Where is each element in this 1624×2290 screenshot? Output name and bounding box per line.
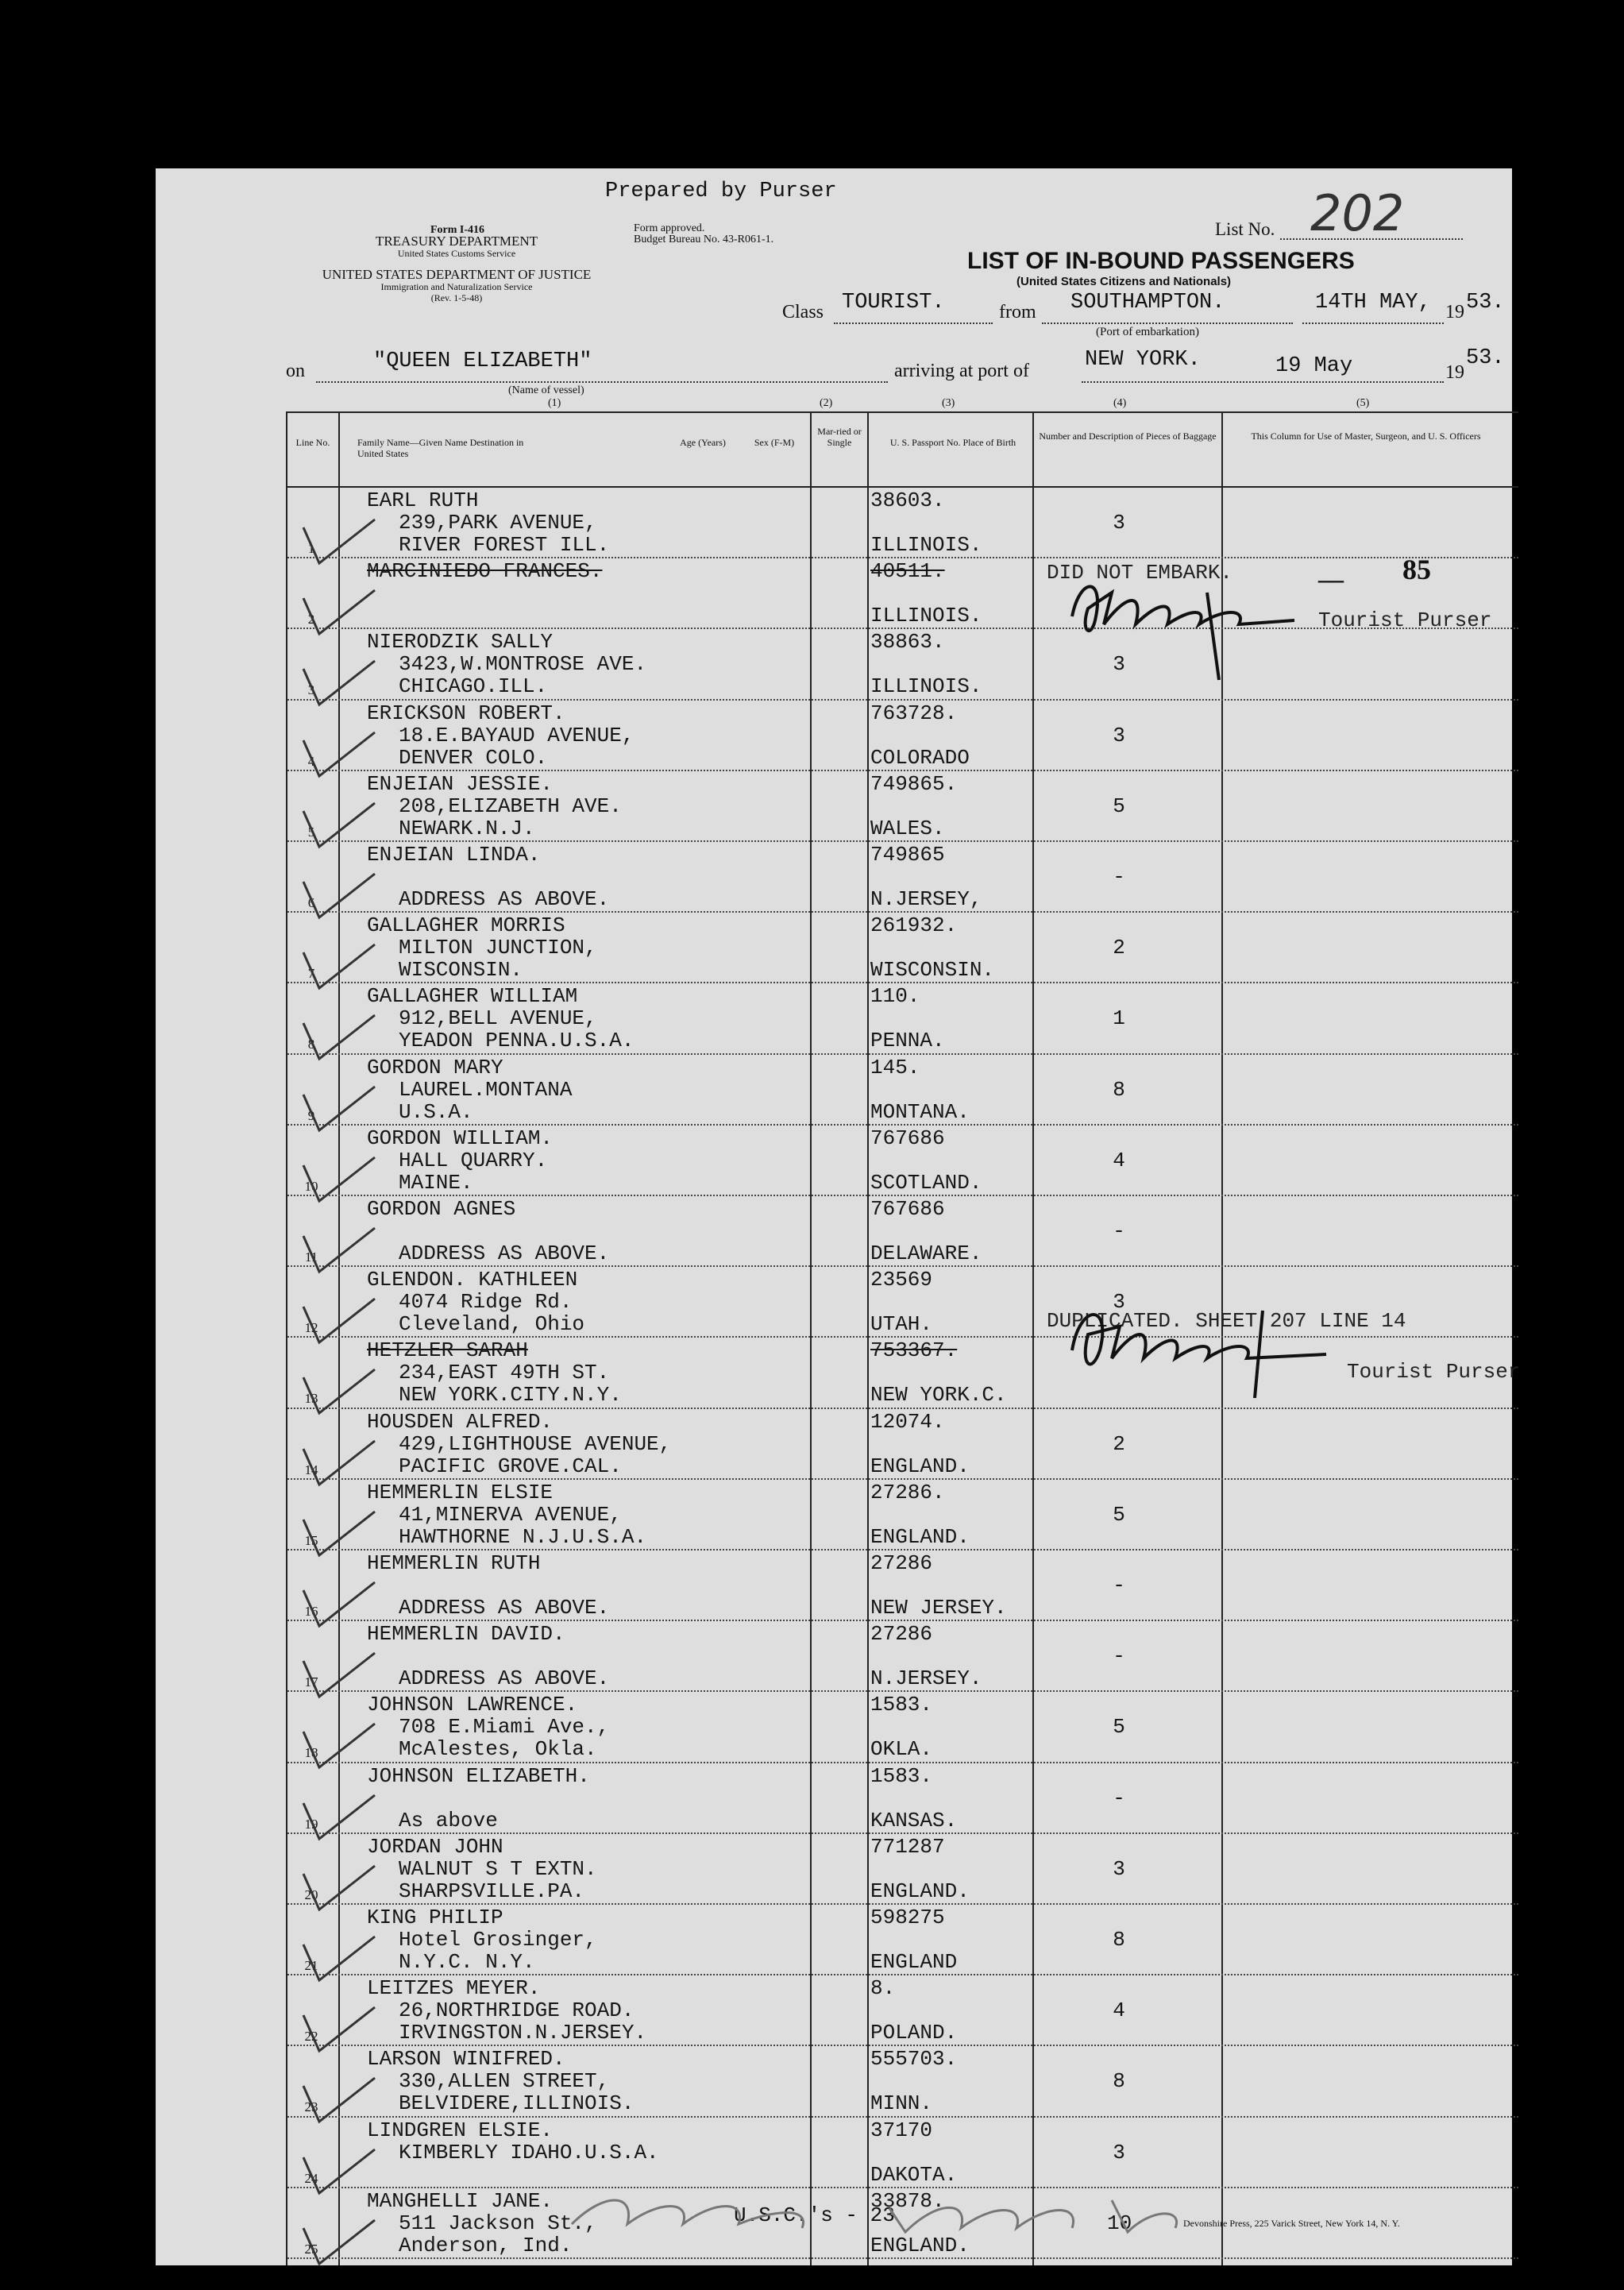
row-birthplace: WISCONSIN. [870,958,995,983]
row-divider [287,1549,1518,1550]
row-line-number: 12 [304,1320,318,1336]
row-line-number: 1 [307,541,315,556]
row-address-line-2: MAINE. [399,1170,473,1195]
row-divider [287,1053,1518,1055]
year-prefix: 19 [1445,302,1464,322]
row-baggage: - [1113,1219,1125,1243]
table-left-border [286,411,287,2265]
dash-note: __ [1318,556,1344,585]
row-divider [287,2045,1518,2046]
tourist-purser-note-1: Tourist Purser [1318,608,1492,632]
usc-count: U.S.C.'s - 23 [734,2203,895,2227]
ins-label: Immigration and Naturalization Service [380,281,533,292]
row-name: GLENDON. KATHLEEN [367,1268,578,1292]
arrival-year-prefix: 19 [1445,362,1464,383]
row-name: JOHNSON LAWRENCE. [367,1693,578,1717]
departure-date: 14TH MAY, [1315,291,1431,315]
row-address-line-1: 234,EAST 49TH ST. [399,1361,610,1385]
row-divider [287,770,1518,771]
row-passport: 27286 [870,1551,933,1575]
row-baggage: 5 [1113,1715,1125,1740]
row-address-line-1: MILTON JUNCTION, [399,936,597,960]
row-line-number: 5 [307,824,315,840]
row-passport: 261932. [870,913,958,938]
on-label: on [286,361,305,381]
row-address-line-1: 708 E.Miami Ave., [399,1715,610,1740]
row-birthplace: ILLINOIS. [870,533,982,557]
row-divider [287,1974,1518,1975]
row-name: HETZLER SARAH [367,1338,528,1363]
footer-signature [556,2176,1271,2248]
row-name: LINDGREN ELSIE. [367,2118,554,2142]
row-birthplace: N.JERSEY. [870,1666,982,1691]
row-address-line-2: NEWARK.N.J. [399,816,535,840]
row-baggage: 8 [1113,1928,1125,1952]
row-address-line-1: 912,BELL AVENUE, [399,1006,597,1031]
check-mark-icon [295,2204,383,2276]
row-address-line-2: Cleveland, Ohio [399,1312,585,1337]
row-line-number: 19 [304,1816,318,1832]
printer-imprint: Devonshire Press, 225 Varick Street, New York 14, N. Y. [1183,2218,1400,2229]
row-birthplace: NEW JERSEY. [870,1596,1007,1620]
col-header-officers: This Column for Use of Master, Surgeon, and U. S. Officers [1251,431,1481,442]
form-title: LIST OF IN-BOUND PASSENGERS [967,248,1355,274]
row-address-line-2: IRVINGSTON.N.JERSEY. [399,2021,647,2045]
row-birthplace: ENGLAND. [870,2233,970,2257]
row-address-line-1: 330,ALLEN STREET, [399,2069,610,2094]
row-baggage: 3 [1113,1290,1125,1315]
row-name: KING PHILIP [367,1906,503,1929]
row-birthplace: OKLA. [870,1737,933,1762]
row-baggage: 4 [1113,1998,1125,2023]
col-number-5: (5) [1356,397,1370,409]
row-passport: 110. [870,984,920,1009]
row-address-line-1: WALNUT S T EXTN. [399,1856,597,1881]
row-divider [287,1265,1518,1267]
row-name: HOUSDEN ALFRED. [367,1409,554,1434]
prepared-by: Prepared by Purser [605,180,837,203]
row-address-line-2: Anderson, Ind. [399,2233,573,2257]
col-header-married: Mar-ried or Single [817,426,862,448]
row-passport: 23569 [870,1268,933,1292]
year-value: 53. [1466,291,1505,315]
row-divider [287,1690,1518,1692]
row-line-number: 7 [307,966,315,982]
row-address-line-1: 41,MINERVA AVENUE, [399,1502,622,1527]
row-address-line-1: HALL QUARRY. [399,1148,548,1172]
row-name: MARCINIEDO FRANCES. [367,559,603,584]
row-birthplace: MONTANA. [870,1099,970,1124]
row-name: HEMMERLIN ELSIE [367,1480,554,1504]
row-passport: 38603. [870,489,945,512]
row-line-number: 17 [304,1674,318,1690]
row-passport: 12074. [870,1409,945,1434]
row-birthplace: ILLINOIS. [870,674,982,699]
row-name: HEMMERLIN DAVID. [367,1622,565,1647]
purser-signature-2 [1056,1279,1342,1406]
row-address-line-1: 511 Jackson St., [399,2211,597,2235]
row-birthplace: NEW YORK.C. [870,1383,1007,1408]
row-line-number: 10 [304,1178,318,1194]
row-address-line-1: LAUREL.MONTANA [399,1077,573,1102]
row-baggage: 8 [1113,1077,1125,1102]
row-divider [287,1408,1518,1409]
purser-signature-1 [1056,545,1310,688]
row-name: LARSON WINIFRED. [367,2047,565,2072]
row-line-number: 15 [304,1532,318,1548]
row-name: GALLAGHER MORRIS [367,913,565,938]
row-line-number: 20 [304,1886,318,1902]
row-address-line-2: YEADON PENNA.U.S.A. [399,1029,635,1053]
row-address-line-1: 26,NORTHRIDGE ROAD. [399,1998,635,2023]
row-line-number: 8 [307,1037,315,1052]
list-no-value: 202 [1310,184,1405,242]
row-passport: 767686 [870,1126,945,1150]
row-name: GORDON MARY [367,1055,503,1079]
row-baggage: 1 [1113,1006,1125,1031]
row-address-line-2: ADDRESS AS ABOVE. [399,1666,610,1691]
arrival-date: 19 May [1275,354,1353,378]
row-divider [287,1478,1518,1480]
row-birthplace: ENGLAND. [870,1454,970,1478]
col-header-name: Family Name—Given Name Destination in United States [357,437,524,459]
count-note: 85 [1402,554,1431,585]
row-divider [287,2257,1518,2259]
col-header-baggage: Number and Description of Pieces of Baggage [1039,431,1217,442]
row-line-number: 16 [304,1604,318,1619]
from-label: from [999,302,1036,322]
row-birthplace: ENGLAND [870,1950,958,1974]
col-number-1: (1) [548,397,561,409]
row-line-number: 21 [304,1958,318,1973]
row-name: LEITZES MEYER. [367,1976,541,2001]
did-not-embark-note: DID NOT EMBARK. [1047,561,1233,585]
row-passport: 598275 [870,1906,945,1929]
row-line-number: 9 [307,1107,315,1123]
row-passport: 1583. [870,1693,933,1717]
row-divider [287,1903,1518,1905]
row-name: GORDON AGNES [367,1197,516,1221]
row-address-line-2: N.Y.C. N.Y. [399,1950,535,1974]
row-address-line-2: RIVER FOREST ILL. [399,533,610,557]
treasury-label: TREASURY DEPARTMENT [375,234,538,249]
row-passport: 771287 [870,1834,945,1859]
tourist-purser-note-2: Tourist Purser [1347,1360,1521,1384]
embark-label: (Port of embarkation) [1096,326,1199,338]
col-number-4: (4) [1113,397,1127,409]
row-address-line-2: ADDRESS AS ABOVE. [399,887,610,911]
row-address-line-1: Hotel Grosinger, [399,1928,597,1952]
row-baggage: 3 [1113,723,1125,747]
arrival-year: 53. [1466,346,1505,370]
vessel-label: (Name of vessel) [508,384,584,396]
row-name: GORDON WILLIAM. [367,1126,554,1150]
col-header-age: Age (Years) [680,437,726,448]
row-name: JORDAN JOHN [367,1834,503,1859]
row-baggage: 5 [1113,1502,1125,1527]
row-passport: 27286. [870,1480,945,1504]
row-birthplace: DAKOTA. [870,2162,958,2187]
row-address-line-1: 429,LIGHTHOUSE AVENUE, [399,1431,672,1456]
row-passport: 1583. [870,1763,933,1788]
row-passport: 763728. [870,701,958,725]
row-name: JOHNSON ELIZABETH. [367,1763,590,1788]
row-passport: 27286 [870,1622,933,1647]
row-name: EARL RUTH [367,489,479,512]
row-address-line-2: U.S.A. [399,1099,473,1124]
row-address-line-2: WISCONSIN. [399,958,523,983]
row-line-number: 3 [307,682,315,698]
row-baggage: 3 [1113,511,1125,535]
col-header-passport: U. S. Passport No. Place of Birth [889,437,1016,448]
row-birthplace: KANSAS. [870,1808,958,1832]
arrival-port: NEW YORK. [1085,348,1201,372]
customs-label: United States Customs Service [397,248,516,259]
row-address-line-2: DENVER COLO. [399,745,548,770]
form-number: Form I-416 [430,224,485,236]
row-address-line-2: BELVIDERE,ILLINOIS. [399,2091,635,2116]
row-address-line-1: 18.E.BAYAUD AVENUE, [399,723,635,747]
row-address-line-2: PACIFIC GROVE.CAL. [399,1454,622,1478]
row-address-line-2: SHARPSVILLE.PA. [399,1879,585,1903]
row-divider [287,1832,1518,1834]
row-address-line-2: CHICAGO.ILL. [399,674,548,699]
row-line-number: 13 [304,1391,318,1407]
row-baggage: 2 [1113,1431,1125,1456]
row-divider [287,1124,1518,1126]
row-divider [287,2116,1518,2118]
row-birthplace: MINN. [870,2091,933,2116]
row-baggage: - [1113,1786,1125,1810]
list-no-label: List No. [1215,219,1275,239]
row-birthplace: ILLINOIS. [870,604,982,628]
row-name: NIERODZIK SALLY [367,630,554,655]
row-line-number: 4 [307,753,315,769]
row-baggage: 5 [1113,794,1125,818]
row-address-line-2: NEW YORK.CITY.N.Y. [399,1383,622,1408]
row-baggage: 8 [1113,2069,1125,2094]
from-value: SOUTHAMPTON. [1070,291,1225,315]
row-birthplace: PENNA. [870,1029,945,1053]
row-passport: 40511. [870,559,945,584]
budget-bureau: Budget Bureau No. 43-R061-1. [634,234,774,245]
row-address-line-2: As above [399,1808,498,1832]
row-baggage: 3 [1113,2140,1125,2164]
row-divider [287,911,1518,913]
row-address-line-2: ADDRESS AS ABOVE. [399,1596,610,1620]
row-divider [287,1195,1518,1196]
row-baggage: - [1113,1644,1125,1669]
row-passport: 749865. [870,771,958,796]
row-baggage: - [1113,865,1125,889]
row-birthplace: UTAH. [870,1312,933,1337]
row-divider [287,699,1518,701]
row-line-number: 11 [304,1249,318,1265]
row-baggage: - [1113,1574,1125,1597]
col-number-3: (3) [942,397,955,409]
row-address-line-2: ADDRESS AS ABOVE. [399,1242,610,1265]
row-name: GALLAGHER WILLIAM [367,984,578,1009]
row-address-line-2: McAlestes, Okla. [399,1737,597,1762]
arriving-label: arriving at port of [894,361,1029,381]
row-passport: 145. [870,1055,920,1079]
row-passport: 8. [870,1976,896,2001]
row-passport: 33878. [870,2188,945,2213]
row-divider [287,982,1518,983]
vessel-name: "QUEEN ELIZABETH" [373,349,592,373]
row-name: ENJEIAN JESSIE. [367,771,554,796]
col-header-line: Line No. [295,437,330,448]
row-address-line-1: 3423,W.MONTROSE AVE. [399,652,647,677]
row-line-number: 2 [307,612,315,628]
col-number-2: (2) [820,397,833,409]
row-line-number: 18 [304,1745,318,1761]
row-baggage: 3 [1113,1856,1125,1881]
row-address-line-1: KIMBERLY IDAHO.U.S.A. [399,2140,659,2164]
row-line-number: 22 [304,2029,318,2045]
row-passport: 749865 [870,843,945,867]
row-passport: 555703. [870,2047,958,2072]
row-birthplace: ENGLAND. [870,1524,970,1549]
col-header-sex: Sex (F-M) [754,437,795,448]
table-top-border [286,411,1518,413]
duplicated-note: DUPLICATED. SHEET 207 LINE 14 [1047,1309,1406,1333]
row-baggage: 2 [1113,936,1125,960]
row-passport: 37170 [870,2118,933,2142]
row-passport: 38863. [870,630,945,655]
row-birthplace: POLAND. [870,2021,958,2045]
row-birthplace: WALES. [870,816,945,840]
row-name: ERICKSON ROBERT. [367,701,565,725]
row-baggage: 10 [1107,2211,1132,2235]
row-birthplace: COLORADO [870,745,970,770]
class-value: TOURIST. [842,291,945,315]
header-bottom-border [286,486,1518,488]
row-divider [287,840,1518,842]
rev-label: (Rev. 1-5-48) [430,292,483,303]
row-birthplace: DELAWARE. [870,1242,982,1265]
row-divider [287,1620,1518,1621]
row-address-line-1: 208,ELIZABETH AVE. [399,794,622,818]
row-birthplace: ENGLAND. [870,1879,970,1903]
row-birthplace: N.JERSEY, [870,887,982,911]
row-passport: 767686 [870,1197,945,1221]
row-baggage: 4 [1113,1148,1125,1172]
form-approved: Form approved. [634,222,705,234]
justice-label: UNITED STATES DEPARTMENT OF JUSTICE [322,267,592,282]
row-address-line-2: HAWTHORNE N.J.U.S.A. [399,1524,647,1549]
row-line-number: 6 [307,895,315,910]
row-divider [287,1762,1518,1763]
row-birthplace: SCOTLAND. [870,1170,982,1195]
class-label: Class [782,302,824,322]
row-line-number: 24 [304,2170,318,2186]
row-name: HEMMERLIN RUTH [367,1551,541,1575]
form-subtitle: (United States Citizens and Nationals) [1016,275,1232,288]
row-address-line-1: 239,PARK AVENUE, [399,511,597,535]
row-name: ENJEIAN LINDA. [367,843,541,867]
row-name: MANGHELLI JANE. [367,2188,554,2213]
row-line-number: 25 [304,2241,318,2257]
row-passport: 753367. [870,1338,958,1363]
row-line-number: 23 [304,2099,318,2115]
row-baggage: 3 [1113,652,1125,677]
row-line-number: 14 [304,1462,318,1477]
row-address-line-1: 4074 Ridge Rd. [399,1290,573,1315]
